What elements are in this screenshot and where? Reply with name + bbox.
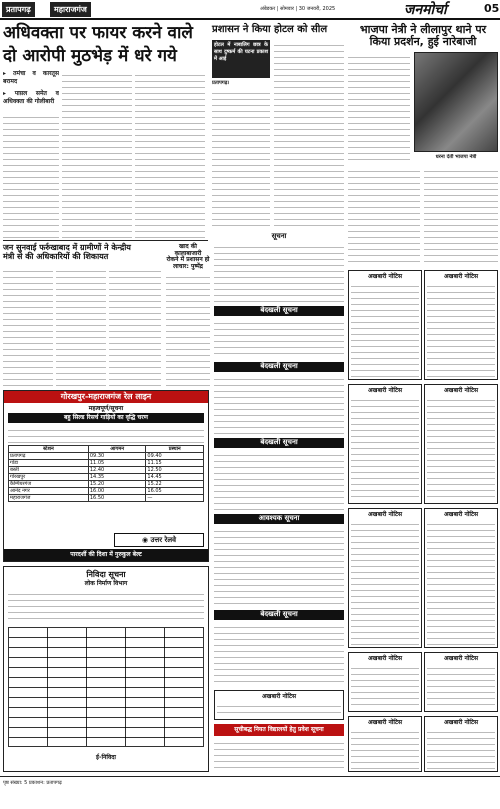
story3-headline bbox=[348, 24, 498, 48]
story5-headline-line1: खाद की कालाबाजारी bbox=[174, 243, 202, 257]
bedakhli-heading: बेदखली सूचना bbox=[214, 306, 344, 316]
notice-box-8 bbox=[424, 652, 498, 712]
story5-body bbox=[166, 272, 210, 386]
story4-body-col3 bbox=[109, 266, 161, 386]
divider bbox=[3, 240, 208, 241]
rail-notice bbox=[3, 390, 209, 562]
story5-headline bbox=[166, 244, 210, 270]
story3-body-col3 bbox=[424, 166, 498, 266]
notice-box-10 bbox=[348, 716, 422, 772]
rail-notice-sub: बहु सिल्ड रिसर्च गाड़ियों का वृद्धि चरण bbox=[8, 413, 204, 423]
notice-title: अखबारी नोटिस bbox=[367, 655, 403, 662]
page-number: 05 bbox=[484, 2, 500, 15]
bedakhli-body4 bbox=[214, 622, 344, 686]
story3-headline-line1: भाजपा नेत्री ने लीलापुर थाने पर bbox=[359, 23, 487, 36]
notice-box-11 bbox=[424, 716, 498, 772]
story2-body-col2 bbox=[274, 40, 344, 228]
story1-body-col3 bbox=[135, 70, 205, 238]
table-row: कैम्पियरगंज 15.20 15.22 bbox=[9, 481, 204, 488]
rail-table-header-station: स्टेशन bbox=[9, 446, 89, 453]
table-row: गोंडा 11.05 11.15 bbox=[9, 460, 204, 467]
notice-title: अखबारी नोटिस bbox=[443, 655, 479, 662]
notice-body bbox=[427, 519, 495, 645]
page-footer: पृष्ठ संख्या: 5 प्रकाशन: प्रतापगढ़ bbox=[3, 780, 62, 786]
notice-body bbox=[351, 281, 419, 377]
table-row: महाराजगंज 16.50 — bbox=[9, 495, 204, 502]
akhbari-heading: आवश्यक सूचना bbox=[214, 514, 344, 524]
notice-title: अखबारी नोटिस bbox=[367, 387, 403, 394]
story1-bullet2: ▸ पाय़ल समेत व अधिवक्ता की गोलीबारी bbox=[3, 90, 59, 105]
story1-bullets bbox=[3, 70, 59, 110]
notice-box-1 bbox=[348, 270, 422, 380]
story1-headline-line2: दो आरोपी मुठभेड़ में धरे गये bbox=[3, 45, 177, 66]
rail-headline: गोरखपुर-महाराजगंज रेल लाइन bbox=[4, 391, 208, 403]
tender-notice bbox=[3, 566, 209, 772]
notice-body bbox=[217, 701, 341, 717]
akhbari-body bbox=[214, 526, 344, 606]
middle-notice-body1 bbox=[214, 242, 344, 302]
story5-headline-line3: लाचार: पुष्पेंद्र bbox=[173, 262, 203, 270]
story4-headline-line1: जन सुनवाई फर्रुखाबाद में ग्रामीणों ने केन्द्रीय bbox=[3, 243, 131, 252]
rail-footer: पारदर्शी की दिशा में गुरुकुल बेल्ट bbox=[4, 549, 208, 561]
story3-body-col2 bbox=[348, 166, 420, 266]
notice-body bbox=[351, 663, 419, 709]
tender-heading: निविदा सूचना bbox=[86, 570, 126, 579]
bedakhli-body1 bbox=[214, 318, 344, 358]
notice-box-4 bbox=[424, 384, 498, 504]
section-label[interactable]: प्रतापगढ़ bbox=[2, 2, 35, 17]
rail-logo bbox=[114, 533, 204, 547]
bedakhli-body2 bbox=[214, 374, 344, 434]
notice-body bbox=[427, 663, 495, 709]
story4-headline bbox=[3, 244, 163, 262]
notice-body bbox=[351, 395, 419, 501]
story1-body-col2 bbox=[62, 70, 132, 238]
notice-title: अखबारी नोटिस bbox=[367, 719, 403, 726]
notice-box-9 bbox=[214, 690, 344, 720]
bedakhli-heading-4: बेदखली सूचना bbox=[214, 610, 344, 620]
notice-title: अखबारी नोटिस bbox=[443, 387, 479, 394]
page-header bbox=[0, 0, 500, 20]
table-row: बस्ती 12.40 12.50 bbox=[9, 467, 204, 474]
story3-headline-line2: किया प्रदर्शन, हुई नारेबाजी bbox=[369, 35, 477, 49]
rail-body bbox=[8, 425, 204, 443]
story2-body-col1 bbox=[212, 88, 270, 228]
notice-body bbox=[351, 519, 419, 645]
middle-notice-heading: सूचना bbox=[271, 232, 287, 240]
bottom-banner-body bbox=[214, 738, 344, 772]
story3-body-col1 bbox=[348, 52, 410, 162]
story1-headline-line1: अधिवक्ता पर फायर करने वाले bbox=[3, 23, 193, 43]
tender-table bbox=[8, 627, 204, 747]
table-row: आनंद नगर 16.00 16.05 bbox=[9, 488, 204, 495]
notice-title: अखबारी नोटिस bbox=[443, 511, 479, 518]
rail-table-header-departure: प्रस्थान bbox=[146, 446, 204, 453]
story2-headline: प्रशासन ने किया होटल को सील bbox=[212, 24, 328, 35]
story3-photo-caption: धरना देती भाजपा नेत्री bbox=[435, 154, 477, 160]
rail-logo-icon: ◉ bbox=[141, 536, 151, 544]
story1-bullet1: ▸ तमंचा व कारतूस बरामद bbox=[3, 70, 59, 85]
notice-box-6 bbox=[424, 508, 498, 648]
tender-subheading: लोक निर्माण विभाग bbox=[84, 580, 128, 587]
notice-body bbox=[427, 281, 495, 377]
story5-headline-line2: रोकने में प्रशासन हो bbox=[166, 256, 210, 264]
table-row: गोरखपुर 14.35 14.45 bbox=[9, 474, 204, 481]
notice-box-2 bbox=[424, 270, 498, 380]
rail-notice-title: महत्वपूर्ण/सूचना bbox=[88, 405, 124, 412]
notice-title: अखबारी नोटिस bbox=[367, 273, 403, 280]
tender-bottom-line: ई-निविदा bbox=[96, 754, 116, 761]
notice-title: अखबारी नोटिस bbox=[261, 693, 297, 700]
masthead: जनमोर्चा bbox=[404, 2, 447, 18]
rail-table bbox=[8, 445, 204, 502]
story4-body-col2 bbox=[56, 266, 106, 386]
story1-body-col1 bbox=[3, 112, 59, 238]
tender-body bbox=[8, 589, 204, 623]
notice-box-5 bbox=[348, 508, 422, 648]
issue-date: अंबेडकर | सोमवार | 30 जनवरी, 2025 bbox=[260, 6, 336, 12]
story1-headline bbox=[3, 24, 203, 65]
bedakhli-heading-3: बेदखली सूचना bbox=[214, 438, 344, 448]
notice-body bbox=[427, 727, 495, 769]
story4-body-col1 bbox=[3, 266, 53, 386]
notice-title: अखबारी नोटिस bbox=[443, 273, 479, 280]
story3-photo bbox=[414, 52, 498, 152]
notice-body bbox=[351, 727, 419, 769]
notice-box-3 bbox=[348, 384, 422, 504]
story4-headline-line2: मंत्री से की अधिकारियों की शिकायत bbox=[3, 251, 109, 261]
story2-highlight: होटल में नाबालिग छात्र के साथ दुष्कर्म की घटना प्रकाश में आई bbox=[212, 40, 270, 78]
rail-table-header-arrival: आगमन bbox=[88, 446, 146, 453]
bedakhli-body3 bbox=[214, 450, 344, 510]
bottom-banner: सूचीबद्ध नियत विद्यालयों हेतु प्रवेश सूचना bbox=[214, 724, 344, 736]
section-label-2[interactable]: महाराजगंज bbox=[50, 2, 91, 17]
notice-title: अखबारी नोटिस bbox=[443, 719, 479, 726]
notice-title: अखबारी नोटिस bbox=[367, 511, 403, 518]
bedakhli-heading-2: बेदखली सूचना bbox=[214, 362, 344, 372]
rail-logo-text: उत्तर रेलवे bbox=[150, 536, 177, 544]
story2-dateline: प्रतापगढ़। bbox=[212, 80, 230, 86]
table-row: प्रतापगढ़ 09.30 09.40 bbox=[9, 453, 204, 460]
notice-box-7 bbox=[348, 652, 422, 712]
notice-body bbox=[427, 395, 495, 501]
footer-rule bbox=[0, 776, 500, 777]
